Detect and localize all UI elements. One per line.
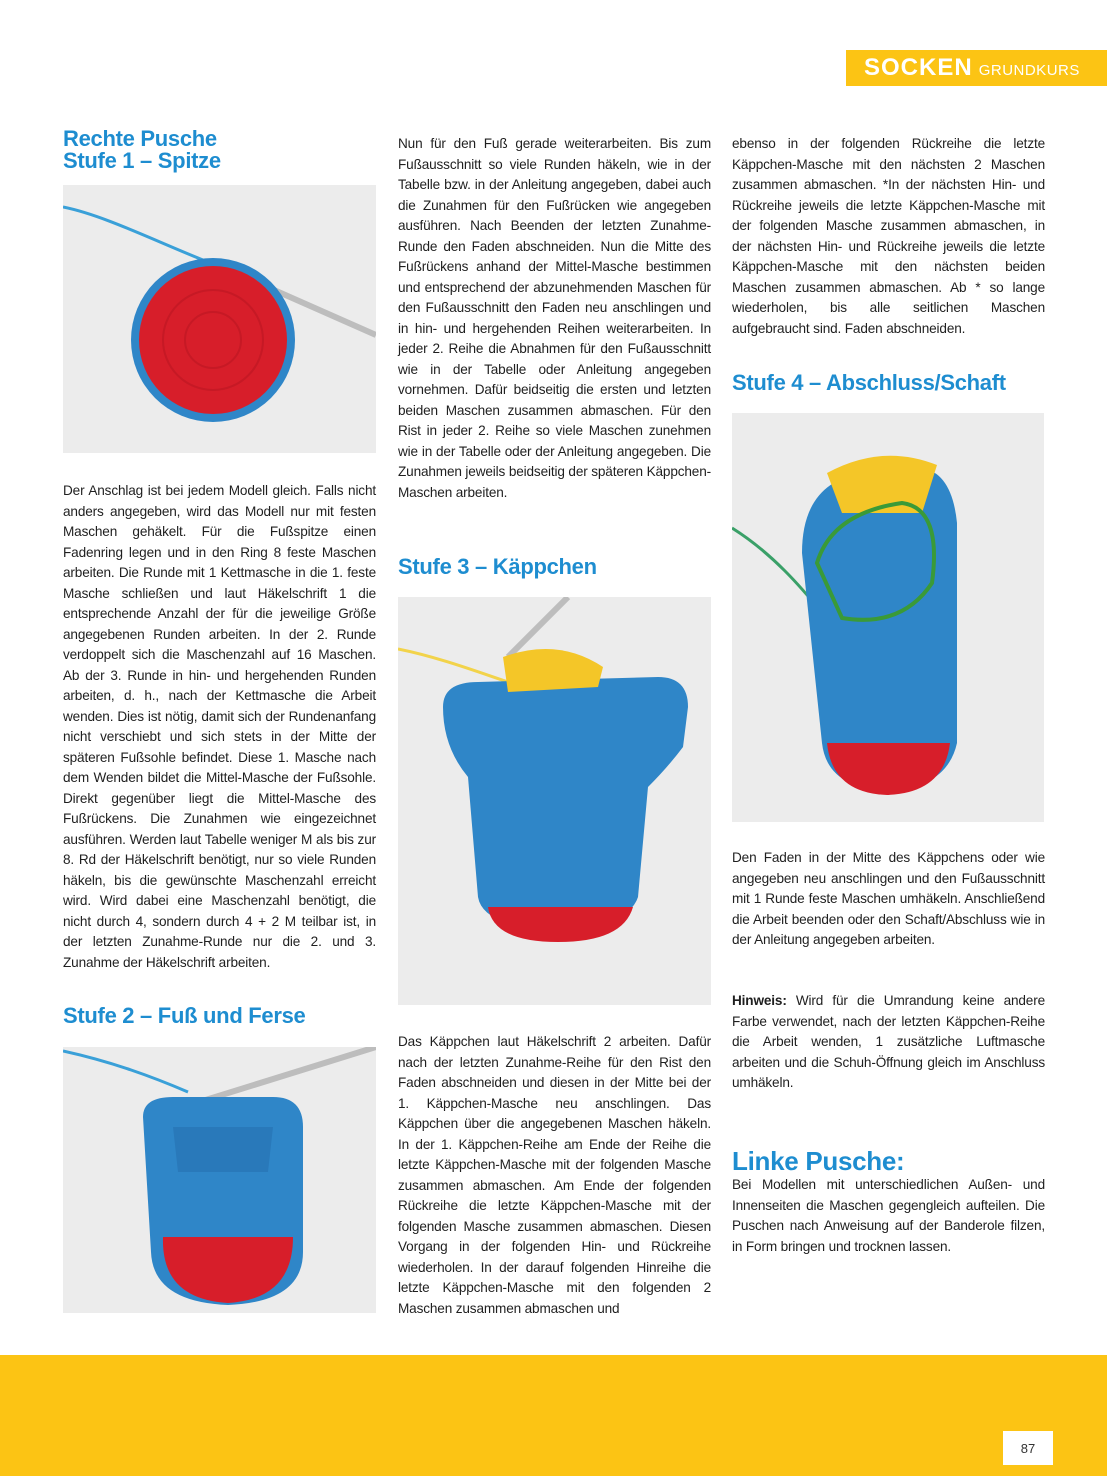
heading-right-slipper: Rechte Pusche bbox=[63, 126, 217, 151]
column-1-heading bbox=[63, 128, 376, 172]
photo-stage-2-illustration bbox=[63, 1047, 376, 1313]
photo-stage-4-illustration bbox=[732, 413, 1044, 822]
column-3-text bbox=[732, 134, 1045, 339]
column-2-heading bbox=[398, 556, 711, 578]
paragraph-stage-3: Das Käppchen laut Häkelschrift 2 arbeiten. Dafür nach der letzten Zunahme-Reihe für den Rist den Faden abschneiden und diesen in der Mitte bei der 1. Käppchen-Masche neu anschlingen. Das Käppchen über die angegebenen Maschen häkeln. In der 1. Käppchen-Reihe am Ende der Reihe die letzte Käppchen-Masche mit der folgenden Masche zusammen abmaschen. Am Ende der folgenden Rückreihe die letzte Käppchen-Masche mit der folgenden Masche zusammen abmaschen. Diesen Vorgang in der folgenden Hin- und Rückreihe wiederholen. In der darauf folgenden Hinreihe die letzte Käppchen-Masche mit den folgenden 2 Maschen zusammen abmaschen und bbox=[398, 1034, 711, 1316]
heading-left-slipper: Linke Pusche: bbox=[732, 1146, 905, 1176]
section-title: SOCKEN bbox=[864, 54, 973, 81]
heading-stage-1: Stufe 1 – Spitze bbox=[63, 148, 221, 173]
paragraph-stage-3-continued: ebenso in der folgenden Rückreihe die letzte Käppchen-Masche mit den nächsten 2 Maschen zusammen abmaschen. *In der nächsten Hin- und Rückreihe jeweils die letzte Käppchen-Masche mit der folgenden Masche zusammen abmaschen, in der nächsten Hin- und Rückreihe jeweils die letzte Käppchen-Masche mit den nächsten beiden Maschen zusammen abmaschen. Ab * so lange wiederholen, bis alle seitlichen Maschen aufgebraucht sind. Faden abschneiden. bbox=[732, 136, 1045, 336]
column-3-heading bbox=[732, 372, 1045, 394]
section-header-tab bbox=[846, 50, 1107, 86]
hint-paragraph bbox=[732, 991, 1045, 1094]
column-1-heading-2 bbox=[63, 1005, 376, 1027]
footer-band bbox=[0, 1355, 1107, 1476]
heading-stage-3: Stufe 3 – Käppchen bbox=[398, 554, 597, 579]
photo-stage-2 bbox=[63, 1047, 376, 1313]
column-2-text-2 bbox=[398, 1032, 711, 1319]
paragraph-stage-4: Den Faden in der Mitte des Käppchens oder wie angegeben neu anschlingen und den Fußausschnitt mit 1 Runde feste Maschen umhäkeln. Anschließend die Arbeit beenden oder den Schaft/Abschluss wie in der Anleitung angegeben arbeiten. bbox=[732, 850, 1045, 947]
paragraph-left-slipper: Bei Modellen mit unterschiedlichen Außen- und Innenseiten die Maschen gegengleich aufteilen. Die Puschen nach Anweisung auf der Banderole filzen, in Form bringen und trocknen lassen. bbox=[732, 1177, 1045, 1254]
heading-stage-2: Stufe 2 – Fuß und Ferse bbox=[63, 1003, 306, 1028]
section-subtitle: GRUNDKURS bbox=[978, 61, 1080, 79]
paragraph-stage-1: Der Anschlag ist bei jedem Modell gleich. Falls nicht anders angegeben, wird das Modell nur mit festen Maschen gehäkelt. Für die Fußspitze einen Fadenring legen und in den Ring 8 feste Maschen arbeiten. Die Runde mit 1 Kettmasche in die 1. feste Masche schließen und laut Häkelschrift 1 die entsprechende Anzahl der für die jeweilige Größe angegebenen Runden arbeiten. In der 2. Runde verdoppelt sich die Maschenzahl auf 16 Maschen. Ab der 3. Runde in hin- und hergehenden Runden arbeiten, d. h., nach der Kettmasche die Arbeit wenden. Dies ist nötig, damit sich der Rundenanfang nicht verschiebt und sich stets in der Mitte der späteren Fußsohle befindet. Diese 1. Masche nach dem Wenden bildet die Mittel-Masche der Fußsohle. Direkt gegenüber liegt die Mittel-Masche des Fußrückens. Die Zunahmen wie eingezeichnet ausführen. Werden laut Tabelle weniger M als bis zur 8. Rd der Häkelschrift benötigt, nur so viele Runden häkeln, bis die gewünschte Maschenzahl erreicht wird. Wird dabei eine Maschenzahl benötigt, die nicht durch 4, sondern durch 4 + 2 M teilbar ist, in der letzten Zunahme-Runde nur die 2. und 3. Zunahme der Häkelschrift arbeiten. bbox=[63, 483, 376, 970]
column-3-hint bbox=[732, 991, 1045, 1094]
heading-stage-4: Stufe 4 – Abschluss/Schaft bbox=[732, 370, 1006, 395]
page-number: 87 bbox=[1003, 1431, 1053, 1465]
column-3-heading-2 bbox=[732, 1146, 1045, 1177]
photo-stage-1 bbox=[63, 185, 376, 453]
column-3-text-2 bbox=[732, 848, 1045, 951]
hint-label: Hinweis: bbox=[732, 993, 787, 1008]
photo-stage-1-illustration bbox=[63, 185, 376, 453]
photo-stage-3-illustration bbox=[398, 597, 711, 1005]
column-2-text bbox=[398, 134, 711, 503]
column-3-text-3 bbox=[732, 1175, 1045, 1257]
photo-stage-3 bbox=[398, 597, 711, 1005]
column-1-text bbox=[63, 481, 376, 973]
photo-stage-4 bbox=[732, 413, 1044, 822]
hint-text: Wird für die Umrandung keine andere Farbe verwendet, nach der letzten Käppchen-Reihe die Arbeit wenden, 1 zusätzliche Luftmasche arbeiten und die Schuh-Öffnung gleich im Anschluss umhäkeln. bbox=[732, 993, 1045, 1090]
paragraph-stage-2: Nun für den Fuß gerade weiterarbeiten. Bis zum Fußausschnitt so viele Runden häkeln, wie in der Tabelle bzw. in der Anleitung angegeben, dabei auch die Zunahmen für den Fußrücken wie angegeben ausführen. Nach Beenden der letzten Zunahme-Runde den Faden abschneiden. Nun die Mitte des Fußrückens anhand der Mittel-Masche bestimmen und entsprechend der abzunehmenden Maschen für den Fußausschnitt den Faden neu anschlingen und in hin- und hergehenden Reihen weiterarbeiten. In jeder 2. Reihe die Abnahmen für den Fußausschnitt wie in der Tabelle oder Anleitung angegeben vornehmen. Dafür beidseitig die ersten und letzten beiden Maschen zusammen abmaschen. Für den Rist in jeder 2. Reihe so viele Maschen zunehmen wie in der Tabelle oder der Anleitung angegeben. Die Zunahmen jeweils beidseitig der späteren Käppchen-Maschen arbeiten. bbox=[398, 136, 711, 500]
